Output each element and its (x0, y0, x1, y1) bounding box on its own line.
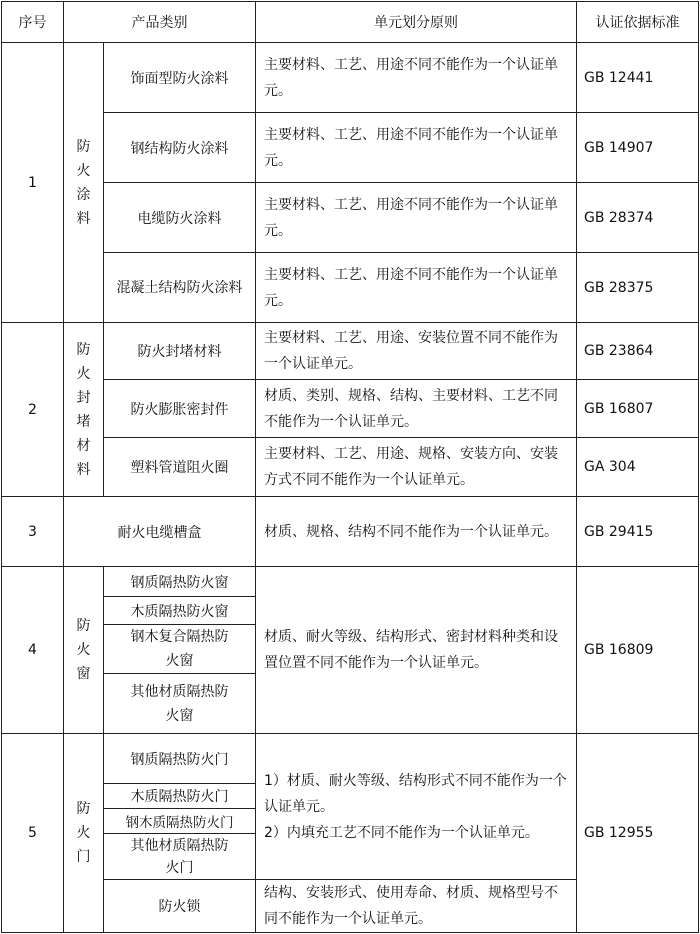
cert-standard: GB 12441 (577, 43, 699, 113)
cert-standard: GB 28374 (577, 183, 699, 253)
group-name-text: 防火封堵材料 (76, 341, 91, 478)
product-name: 防火锁 (104, 880, 256, 933)
unit-principle (256, 734, 577, 880)
table-row (2, 497, 699, 567)
unit-principle: 主要材料、工艺、用途、安装位置不同不能作为一个认证单元。 (256, 323, 577, 380)
door-principle-line-1: 1）材质、耐火等级、结构形式不同不能作为一个认证单元。 (264, 772, 567, 815)
table-row (2, 438, 699, 497)
unit-principle: 材质、耐火等级、结构形式、密封材料种类和设置位置不同不能作为一个认证单元。 (256, 567, 577, 734)
table-row (2, 183, 699, 253)
group-name (64, 734, 104, 933)
unit-principle: 材质、规格、结构不同不能作为一个认证单元。 (256, 497, 577, 567)
header-seq: 序号 (2, 2, 64, 43)
product-name: 其他材质隔热防火门 (104, 834, 256, 880)
product-name: 木质隔热防火窗 (104, 597, 256, 625)
group-name (64, 323, 104, 497)
product-name: 混凝土结构防火涂料 (104, 253, 256, 323)
unit-principle: 材质、类别、规格、结构、主要材料、工艺不同不能作为一个认证单元。 (256, 380, 577, 438)
product-name: 钢结构防火涂料 (104, 113, 256, 183)
group-seq: 3 (2, 497, 64, 567)
unit-principle: 主要材料、工艺、用途不同不能作为一个认证单元。 (256, 183, 577, 253)
cert-standard: GB 28375 (577, 253, 699, 323)
product-name: 钢质隔热防火门 (104, 734, 256, 784)
table-row (2, 253, 699, 323)
product-name: 防火封堵材料 (104, 323, 256, 380)
header-principle: 单元划分原则 (256, 2, 577, 43)
certification-unit-table (1, 1, 699, 933)
unit-principle: 主要材料、工艺、用途不同不能作为一个认证单元。 (256, 253, 577, 323)
unit-principle: 主要材料、工艺、用途不同不能作为一个认证单元。 (256, 113, 577, 183)
group-seq: 2 (2, 323, 64, 497)
header-category: 产品类别 (64, 2, 256, 43)
unit-principle: 主要材料、工艺、用途不同不能作为一个认证单元。 (256, 43, 577, 113)
product-name: 饰面型防火涂料 (104, 43, 256, 113)
cert-standard: GB 23864 (577, 323, 699, 380)
product-name: 木质隔热防火门 (104, 784, 256, 809)
table-row (2, 734, 699, 784)
group-name-text: 防火窗 (76, 618, 91, 682)
table-row (2, 567, 699, 597)
group-seq: 1 (2, 43, 64, 323)
group-name-text: 防火门 (76, 801, 91, 865)
table-row (2, 380, 699, 438)
product-name: 塑料管道阻火圈 (104, 438, 256, 497)
product-name: 电缆防火涂料 (104, 183, 256, 253)
cert-standard: GB 12955 (577, 734, 699, 933)
product-name: 防火膨胀密封件 (104, 380, 256, 438)
table-row (2, 323, 699, 380)
product-name: 钢木复合隔热防火窗 (104, 625, 256, 674)
cert-standard: GB 14907 (577, 113, 699, 183)
cert-standard: GB 16807 (577, 380, 699, 438)
group-name (64, 43, 104, 323)
table-header-row (2, 2, 699, 43)
table-row (2, 113, 699, 183)
group-name-text: 防火涂料 (76, 138, 91, 227)
product-name: 钢质隔热防火窗 (104, 567, 256, 597)
group-seq: 4 (2, 567, 64, 734)
cert-standard: GB 16809 (577, 567, 699, 734)
header-standard: 认证依据标准 (577, 2, 699, 43)
cert-standard: GA 304 (577, 438, 699, 497)
table-row (2, 43, 699, 113)
group-name (64, 567, 104, 734)
cert-standard: GB 29415 (577, 497, 699, 567)
door-principle-line-2: 2）内填充工艺不同不能作为一个认证单元。 (264, 824, 539, 841)
product-name: 其他材质隔热防火窗 (104, 674, 256, 734)
product-name: 钢木质隔热防火门 (104, 809, 256, 834)
unit-principle: 结构、安装形式、使用寿命、材质、规格型号不同不能作为一个认证单元。 (256, 880, 577, 933)
product-name: 耐火电缆槽盒 (64, 497, 256, 567)
unit-principle: 主要材料、工艺、用途、规格、安装方向、安装方式不同不能作为一个认证单元。 (256, 438, 577, 497)
group-seq: 5 (2, 734, 64, 933)
